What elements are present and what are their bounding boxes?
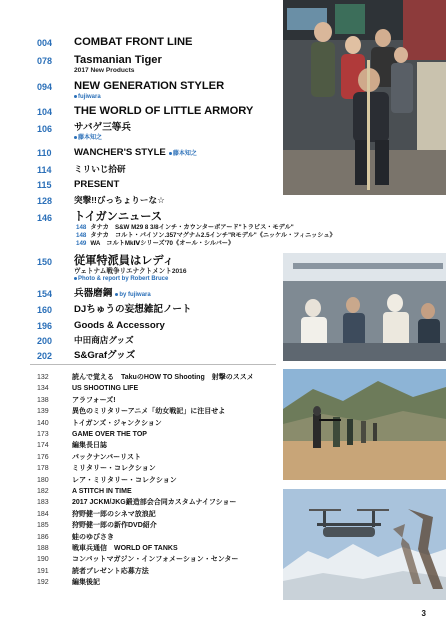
bullet-icon: [74, 136, 77, 139]
toc-lower-item[interactable]: 173 GAME OVER THE TOP: [37, 431, 147, 438]
toc-lower-item[interactable]: 180 レア・ミリタリー・コレクション: [37, 476, 177, 484]
toy-news-item[interactable]: 148 タナカ S&W M29 8 3/8インチ・カウンターボアード"トラビス・モデル": [76, 224, 294, 231]
toc-page-number: 202: [37, 351, 53, 361]
bullet-icon: [74, 277, 77, 280]
toc-subtitle: 2017 New Products: [74, 67, 135, 74]
toc-subtitle: ヴェトナム戦争リエナクトメント2016: [74, 268, 187, 275]
toc-credit: Photo & report by Robert Bruce: [74, 276, 168, 283]
toc-lower-item[interactable]: 183 2017 JCKM/JKG鍛造部会合同カスタムナイフショー: [37, 499, 237, 507]
toc-title: DJちゅうの妄想雑記ノート: [74, 304, 192, 315]
photo-event-crowd: [283, 0, 446, 195]
toc-lower-item[interactable]: 188 戦車兵通信 WORLD OF TANKS: [37, 545, 178, 552]
toc-credit: by fujiwara: [115, 292, 150, 298]
photo-expo-hall: [283, 253, 446, 361]
toc-page-number: 106: [37, 124, 53, 134]
toc-title: Goods & Accessory: [74, 320, 165, 331]
photo-shooting-range-image: [283, 369, 446, 480]
toy-news-item[interactable]: 148 タナカ コルト・パイソン.357マグナム2.5インチ"Rモデル"《ニッケル・フィニッシュ》: [76, 232, 336, 239]
toc-title: NEW GENERATION STYLER: [74, 80, 225, 92]
bullet-icon: [169, 152, 172, 155]
toc-page-number: 094: [37, 82, 53, 92]
toc-page-number: 146: [37, 213, 53, 223]
toc-lower-item[interactable]: 176 パックナンバーリスト: [37, 453, 142, 461]
toc-page-number: 154: [37, 289, 53, 299]
toc-page-number: 104: [37, 107, 53, 117]
photo-aircraft: [283, 489, 446, 600]
toc-credit: fujiwara: [74, 94, 101, 101]
bullet-icon: [115, 293, 118, 296]
toc-page-number: 196: [37, 321, 53, 331]
toc-credit: 藤本知之: [169, 151, 197, 157]
toc-lower-item[interactable]: 138 アラフォーズ!: [37, 396, 116, 404]
toc-title: ミリいじ拾研: [74, 164, 126, 174]
toc-title: Tasmanian Tiger: [74, 54, 162, 66]
toc-title: PRESENT: [74, 179, 120, 190]
toc-page-number: 128: [37, 196, 53, 206]
page-number: 3: [421, 609, 426, 618]
toc-title: 突撃!!びっちょりーな☆: [74, 195, 165, 205]
toc-lower-item[interactable]: 140 トイガンズ・ジャンクション: [37, 419, 162, 427]
toc-lower-item[interactable]: 185 狩野健一郎の新作DVD紹介: [37, 522, 157, 530]
toc-title: THE WORLD OF LITTLE ARMORY: [74, 105, 254, 117]
toc-page-number: 200: [37, 336, 53, 346]
toc-title: COMBAT FRONT LINE: [74, 36, 193, 48]
toc-lower-item[interactable]: 139 異色のミリタリーアニメ「幼女戦記」に注目せよ: [37, 408, 226, 416]
photo-shooting-range: [283, 369, 446, 480]
toc-page-number: 150: [37, 257, 53, 267]
toc-page-number: 078: [37, 56, 53, 66]
toc-lower-item[interactable]: 182 A STITCH IN TIME: [37, 488, 132, 495]
toc-title: 中田商店グッズ: [74, 335, 134, 345]
toc-page-number: 004: [37, 38, 53, 48]
toc-lower-item[interactable]: 174 編集長日誌: [37, 442, 107, 450]
toc-page-number: 110: [37, 148, 52, 158]
toc-lower-item[interactable]: 134 US SHOOTING LIFE: [37, 385, 139, 393]
toc-title: S&Grafグッズ: [74, 350, 136, 361]
toc-page-number: 114: [37, 165, 52, 175]
toc-title: 兵器磨鋼 by fujiwara: [74, 288, 151, 299]
toc-title: トイガンニュース: [74, 211, 163, 223]
toc-lower-item[interactable]: 184 狩野健一郎のシネマ放浪記: [37, 510, 156, 518]
toc-title: 従軍特派員はレディ: [74, 255, 174, 267]
toc-lower-item[interactable]: 191 読者プレゼント応募方法: [37, 567, 149, 575]
photo-expo-hall-image: [283, 253, 446, 361]
toc-lower-item[interactable]: 190 コンバットマガジン・インフォメーション・センター: [37, 556, 239, 564]
photo-aircraft-image: [283, 489, 446, 600]
toc-lower-item[interactable]: 192 編集後記: [37, 579, 100, 587]
bullet-icon: [74, 95, 77, 98]
toy-news-item[interactable]: 149 WA コルトMkⅣシリーズ'70《オール・シルバー》: [76, 240, 235, 247]
section-divider: [30, 364, 276, 365]
toc-lower-item[interactable]: 132 読んで覚える TakuのHOW TO Shooting 射撃のススメ: [37, 374, 254, 381]
toc-credit: 藤本知之: [74, 135, 102, 142]
toc-lower-item[interactable]: 186 蛙のゆびさき: [37, 533, 114, 541]
photo-event-crowd-image: [283, 0, 446, 195]
toc-page-number: 115: [37, 180, 52, 190]
toc-title: WANCHER'S STYLE 藤本知之: [74, 147, 197, 158]
toc-title: サバゲ三等兵: [74, 122, 131, 133]
toc-page-number: 160: [37, 305, 53, 315]
toc-lower-item[interactable]: 178 ミリタリー・コレクション: [37, 465, 156, 473]
